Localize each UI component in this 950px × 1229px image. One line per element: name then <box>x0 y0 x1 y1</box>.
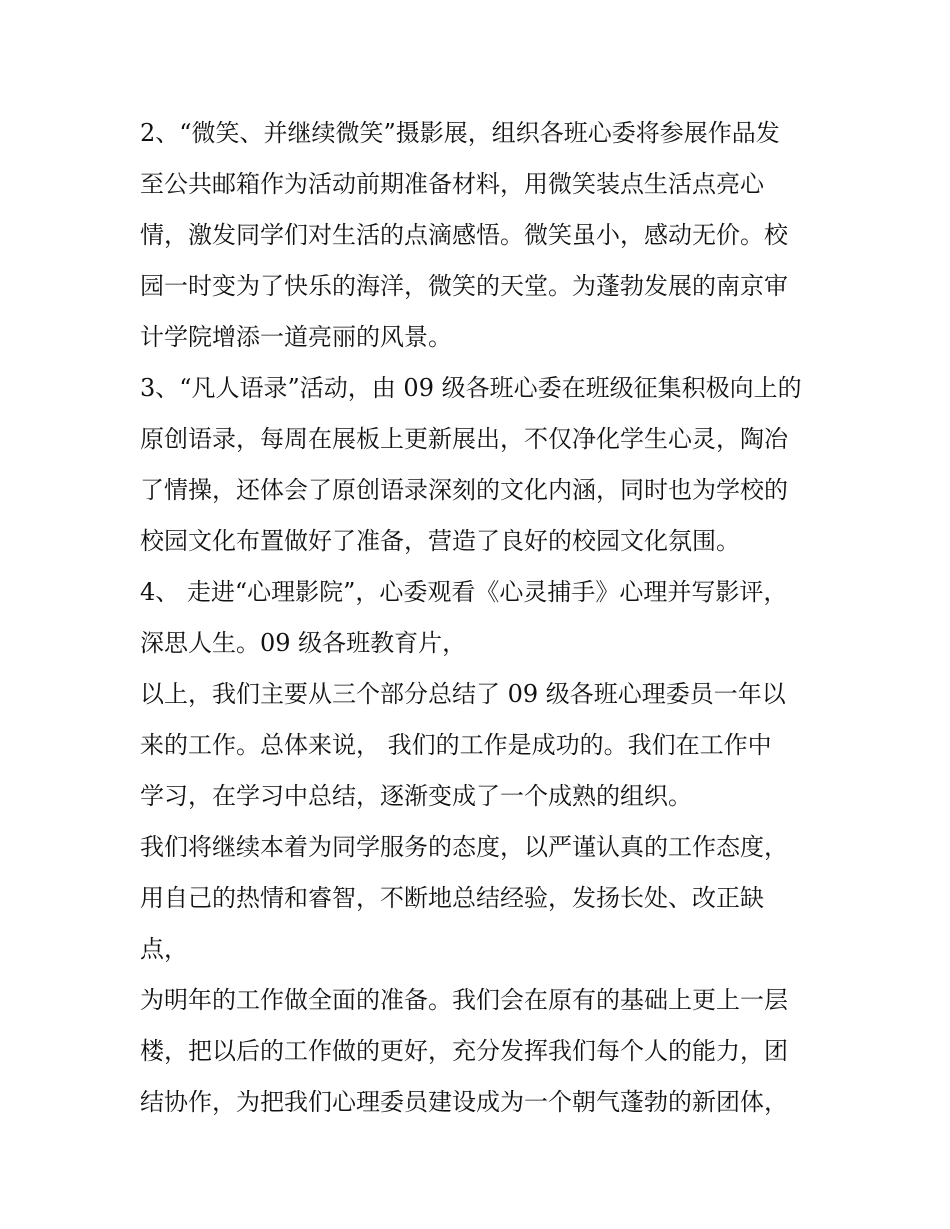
text-line-5: 计学院增添一道亮丽的风景。 <box>140 323 452 351</box>
text-line-13: 来的工作。总体来说， 我们的工作是成功的。我们在工作中 <box>140 731 772 759</box>
text-line-6: 3、“凡人语录”活动，由 09 级各班心委在班级征集积极向上的 <box>140 374 802 402</box>
text-line-15: 我们将继续本着为同学服务的态度，以严谨认真的工作态度， <box>140 833 788 861</box>
text-line-17: 点， <box>140 935 188 963</box>
text-line-2: 至公共邮箱作为活动前期准备材料，用微笑装点生活点亮心 <box>140 170 764 198</box>
text-line-18: 为明年的工作做全面的准备。我们会在原有的基础上更上一层 <box>140 986 788 1014</box>
text-line-1: 2、“微笑、并继续微笑”摄影展，组织各班心委将参展作品发 <box>140 119 780 147</box>
text-line-3: 情，激发同学们对生活的点滴感悟。微笑虽小，感动无价。校 <box>140 221 788 249</box>
text-line-11: 深思人生。09 级各班教育片， <box>140 629 467 657</box>
text-line-10: 4、 走进“心理影院”，心委观看《心灵捕手》心理并写影评， <box>140 578 788 606</box>
text-line-20: 结协作，为把我们心理委员建设成为一个朝气蓬勃的新团体， <box>140 1088 788 1116</box>
text-line-7: 原创语录，每周在展板上更新展出，不仅净化学生心灵，陶冶 <box>140 425 788 453</box>
text-line-9: 校园文化布置做好了准备，营造了良好的校园文化氛围。 <box>140 527 740 555</box>
text-line-4: 园一时变为了快乐的海洋，微笑的天堂。为蓬勃发展的南京审 <box>140 272 788 300</box>
text-line-12: 以上，我们主要从三个部分总结了 09 级各班心理委员一年以 <box>140 680 786 708</box>
text-line-16: 用自己的热情和睿智，不断地总结经验，发扬长处、改正缺 <box>140 884 764 912</box>
text-line-14: 学习，在学习中总结，逐渐变成了一个成熟的组织。 <box>140 782 692 810</box>
document-body <box>140 108 820 1128</box>
text-line-19: 楼，把以后的工作做的更好，充分发挥我们每个人的能力，团 <box>140 1037 788 1065</box>
text-line-8: 了情操，还体会了原创语录深刻的文化内涵，同时也为学校的 <box>140 476 788 504</box>
